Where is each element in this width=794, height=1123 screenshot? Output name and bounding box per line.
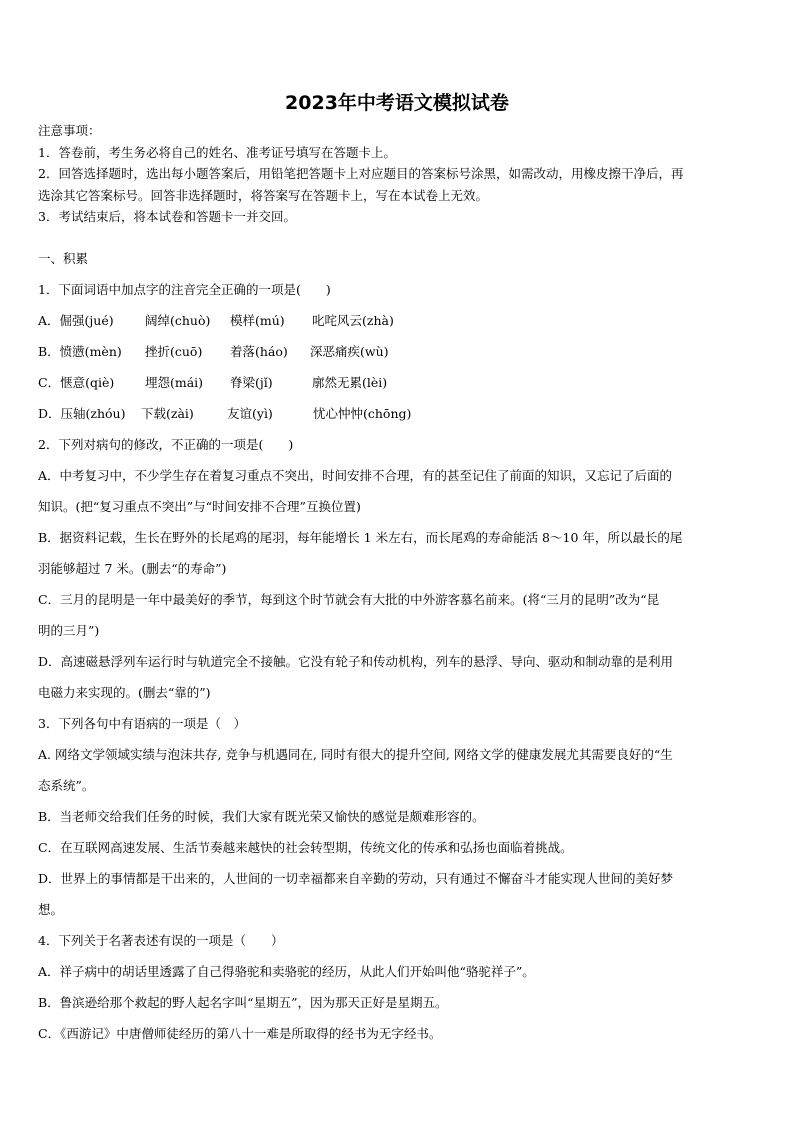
question-4-line: C．《西游记》中唐僧师徒经历的第八十一难是所取得的经书为无字经书。 <box>38 1026 442 1041</box>
question-3-line: B．当老师交给我们任务的时候，我们大家有既光荣又愉快的感觉是颇难形容的。 <box>38 809 485 824</box>
question-2-line: A．中考复习中，不少学生存在着复习重点不突出，时间安排不合理，有的甚至记住了前面的知识，又忘记了后面的 <box>38 468 673 483</box>
option-word: A．倔强(jué) <box>38 313 114 328</box>
option-word: 埋怨(mái) <box>145 375 204 390</box>
question-4-stem: 4．下列关于名著表述有误的一项是（ ） <box>38 933 284 948</box>
question-1-option-c <box>38 367 758 398</box>
option-word: 下载(zài) <box>141 406 194 421</box>
notes-heading: 注意事项： <box>38 123 101 138</box>
notes-item: 2．回答选择题时，选出每小题答案后，用铅笔把答题卡上对应题目的答案标号涂黑，如需改动，用橡皮擦干净后，再 <box>38 166 684 181</box>
question-3-line: C．在互联网高速发展、生活节奏越来越快的社会转型期，传统文化的传承和弘扬也面临着挑战。 <box>38 840 573 855</box>
option-word: 友谊(yì) <box>227 406 273 421</box>
question-2-line: 电磁力来实现的。(删去“靠的”) <box>38 685 211 700</box>
question-2-line: B．据资料记载，生长在野外的长尾鸡的尾羽，每年能增长 1 米左右，而长尾鸡的寿命能活 8～10 年，所以最长的尾 <box>38 530 683 545</box>
question-3-stem: 3．下列各句中有语病的一项是（ ） <box>38 716 246 731</box>
question-3-line: 想。 <box>38 902 64 917</box>
question-2-stem: 2．下列对病句的修改，不正确的一项是( ) <box>38 437 294 452</box>
option-word: 深恶痛疾(wù) <box>310 344 389 359</box>
option-word: 忧心忡忡(chōng) <box>313 406 412 421</box>
question-2-line: D．高速磁悬浮列车运行时与轨道完全不接触。它没有轮子和传动机构，列车的悬浮、导向、驱动和制动靠的是利用 <box>38 654 674 669</box>
option-word: 模样(mú) <box>230 313 285 328</box>
questions-body <box>38 243 758 1049</box>
question-1-option-a <box>38 305 758 336</box>
question-4-line: B．鲁滨逊给那个救起的野人起名字叫“星期五”，因为那天正好是星期五。 <box>38 995 448 1010</box>
question-1-option-d <box>38 398 758 429</box>
question-1-option-b <box>38 336 758 367</box>
section-heading: 一、积累 <box>38 251 89 266</box>
question-2-line: 羽能够超过 7 米。(删去“的寿命”) <box>38 561 227 576</box>
question-3-line: A. 网络文学领域实绩与泡沫共存, 竞争与机遇同在, 同时有很大的提升空间, 网络文学的健康发展尤其需要良好的“生 <box>38 747 673 762</box>
option-word: 脊梁(jǐ) <box>230 375 273 390</box>
option-word: 廓然无累(lèi) <box>312 375 388 390</box>
option-word: 挫折(cuō) <box>145 344 203 359</box>
question-3-line: D．世界上的事情都是干出来的，人世间的一切幸福都来自辛勤的劳动，只有通过不懈奋斗才能实现人世间的美好梦 <box>38 871 674 886</box>
page-title: 2023年中考语文模拟试卷 <box>285 92 509 114</box>
option-word: D．压轴(zhóu) <box>38 406 126 421</box>
option-word: C．惬意(qiè) <box>38 375 115 390</box>
question-2-line: C．三月的昆明是一年中最美好的季节，每到这个时节就会有大批的中外游客慕名前来。(将“三月的昆明”改为“昆 <box>38 592 660 607</box>
option-word: 阔绰(chuò) <box>145 313 211 328</box>
notes-block <box>38 120 758 228</box>
notes-item: 3．考试结束后，将本试卷和答题卡一并交回。 <box>38 209 296 224</box>
notes-item: 选涂其它答案标号。回答非选择题时，将答案写在答题卡上，写在本试卷上无效。 <box>38 187 489 203</box>
option-word: 着落(háo) <box>230 344 288 359</box>
question-2-line: 明的三月”) <box>38 623 100 638</box>
question-2-line: 知识。(把“复习重点不突出”与“时间安排不合理”互换位置) <box>38 499 361 514</box>
question-1-stem: 1．下面词语中加点字的注音完全正确的一项是( ) <box>38 282 331 297</box>
option-word: B．愤懑(mèn) <box>38 344 122 359</box>
question-4-line: A．祥子病中的胡话里透露了自己得骆驼和卖骆驼的经历，从此人们开始叫他“骆驼祥子”。 <box>38 964 535 979</box>
option-word: 叱咤风云(zhà) <box>312 313 394 328</box>
notes-item: 1．答卷前，考生务必将自己的姓名、准考证号填写在答题卡上。 <box>38 144 396 160</box>
question-3-line: 态系统”。 <box>38 778 95 793</box>
